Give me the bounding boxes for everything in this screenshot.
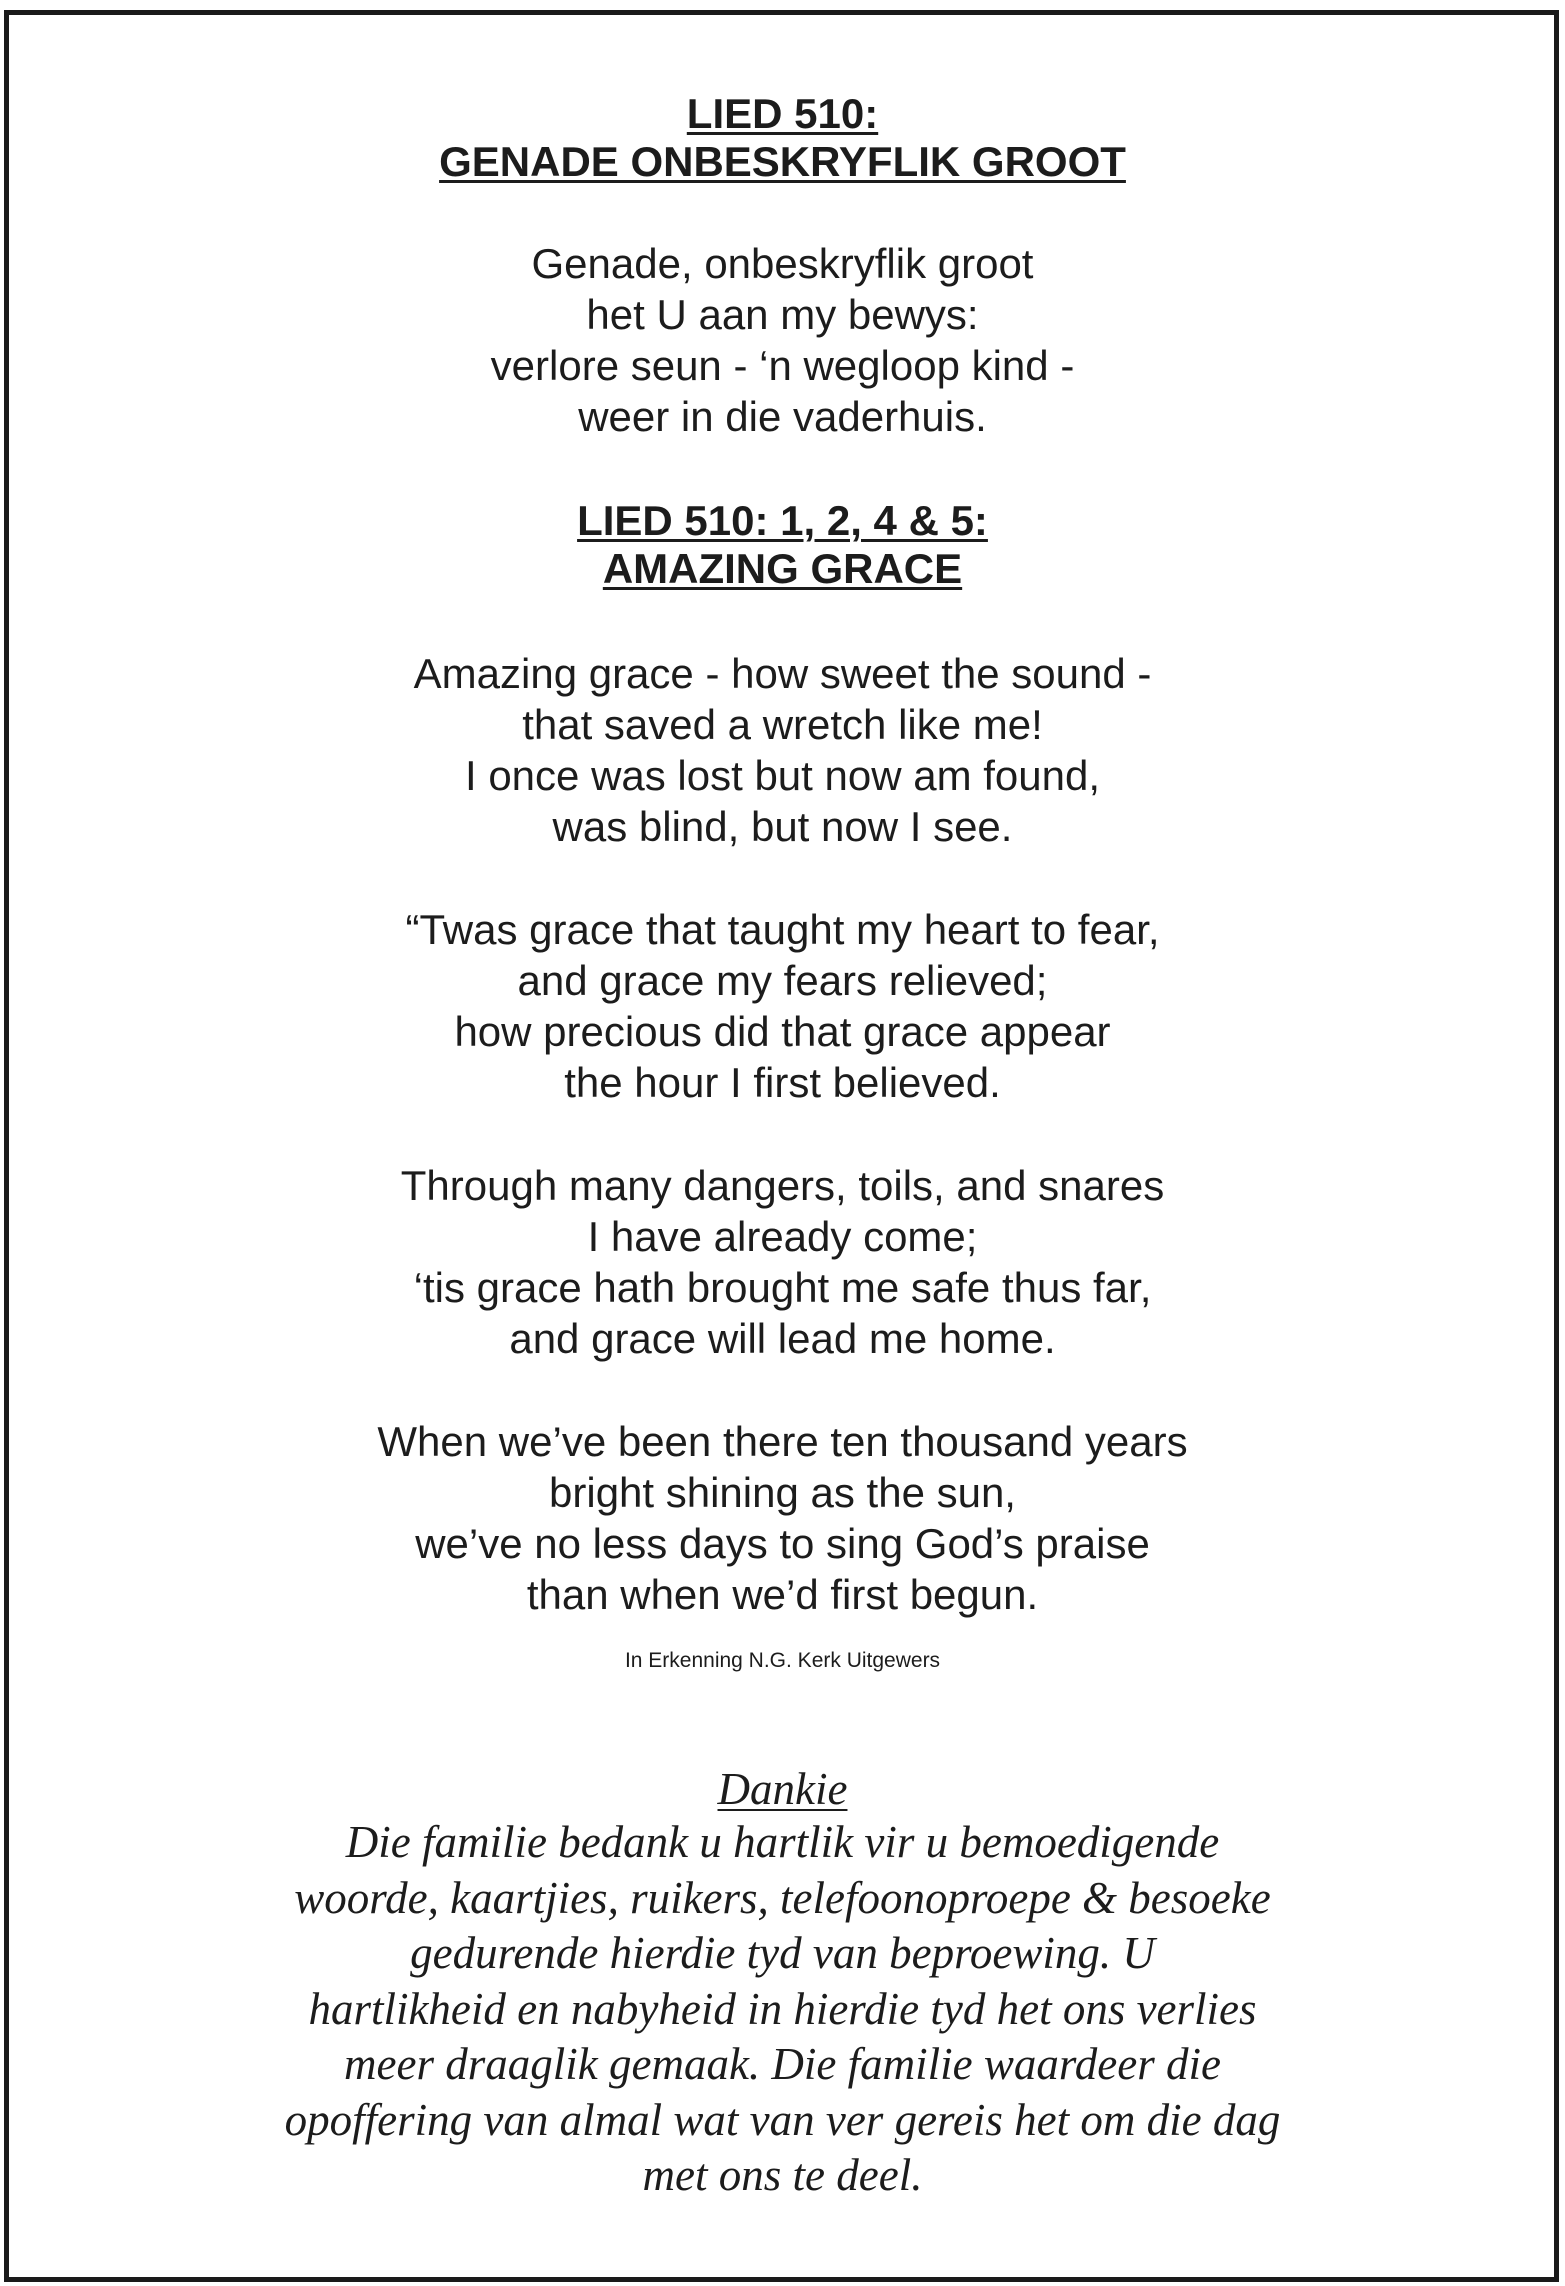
song2-heading-line: LIED 510: 1, 2, 4 & 5: — [577, 497, 988, 544]
song1-heading-line: LIED 510: — [686, 90, 879, 137]
thanks-line: opoffering van almal wat van ver gereis het om die dag — [284, 2094, 1281, 2145]
thanks-title: Dankie — [717, 1764, 848, 1814]
verse-line: that saved a wretch like me! — [522, 701, 1043, 748]
thanks-line: woorde, kaartjies, ruikers, telefoonoproepe & besoeke — [294, 1872, 1271, 1923]
verse-line: I once was lost but now am found, — [464, 752, 1101, 799]
verse-line: and grace my fears relieved; — [517, 957, 1048, 1004]
verse-line: When we’ve been there ten thousand years — [377, 1418, 1188, 1465]
song1-verse — [0, 238, 1565, 442]
verse-line: than when we’d first begun. — [526, 1571, 1039, 1618]
verse-line: we’ve no less days to sing God’s praise — [415, 1520, 1150, 1567]
song1-heading-line: GENADE ONBESKRYFLIK GROOT — [439, 138, 1126, 185]
publisher-credit: In Erkenning N.G. Kerk Uitgewers — [624, 1649, 941, 1672]
song2-heading — [0, 497, 1565, 593]
thanks-line: meer draaglik gemaak. Die familie waardeer die — [344, 2039, 1221, 2089]
verse-line: bright shining as the sun, — [549, 1469, 1016, 1516]
verse-line: was blind, but now I see. — [552, 803, 1013, 850]
song1-heading — [0, 90, 1565, 186]
song2-verse-2 — [0, 904, 1565, 1108]
thanks-line: Die familie bedank u hartlik vir u bemoedigende — [345, 1817, 1220, 1867]
thanks-line: hartlikheid en nabyheid in hierdie tyd het ons verlies — [308, 1983, 1257, 2034]
verse-line: Genade, onbeskryflik groot — [531, 240, 1034, 287]
thanks-line: met ons te deel. — [642, 2150, 923, 2200]
verse-line: I have already come; — [587, 1213, 978, 1260]
verse-line: ‘tis grace hath brought me safe thus far, — [413, 1264, 1152, 1311]
verse-line: Amazing grace - how sweet the sound - — [413, 650, 1152, 697]
verse-line: “Twas grace that taught my heart to fear, — [405, 906, 1160, 953]
verse-line: het U aan my bewys: — [586, 291, 979, 338]
song2-heading-line: AMAZING GRACE — [602, 545, 963, 592]
verse-line: verlore seun - ‘n wegloop kind - — [490, 342, 1075, 389]
song2-verse-3 — [0, 1160, 1565, 1364]
song2-verse-4 — [0, 1416, 1565, 1620]
verse-line: Through many dangers, toils, and snares — [400, 1162, 1165, 1209]
thanks-line: gedurende hierdie tyd van beproewing. U — [410, 1928, 1155, 1978]
verse-line: the hour I first believed. — [564, 1059, 1001, 1106]
song2-verse-1 — [0, 648, 1565, 852]
verse-line: how precious did that grace appear — [454, 1008, 1111, 1055]
verse-line: and grace will lead me home. — [509, 1315, 1056, 1362]
thanks-message — [0, 1815, 1565, 2204]
verse-line: weer in die vaderhuis. — [578, 393, 987, 440]
